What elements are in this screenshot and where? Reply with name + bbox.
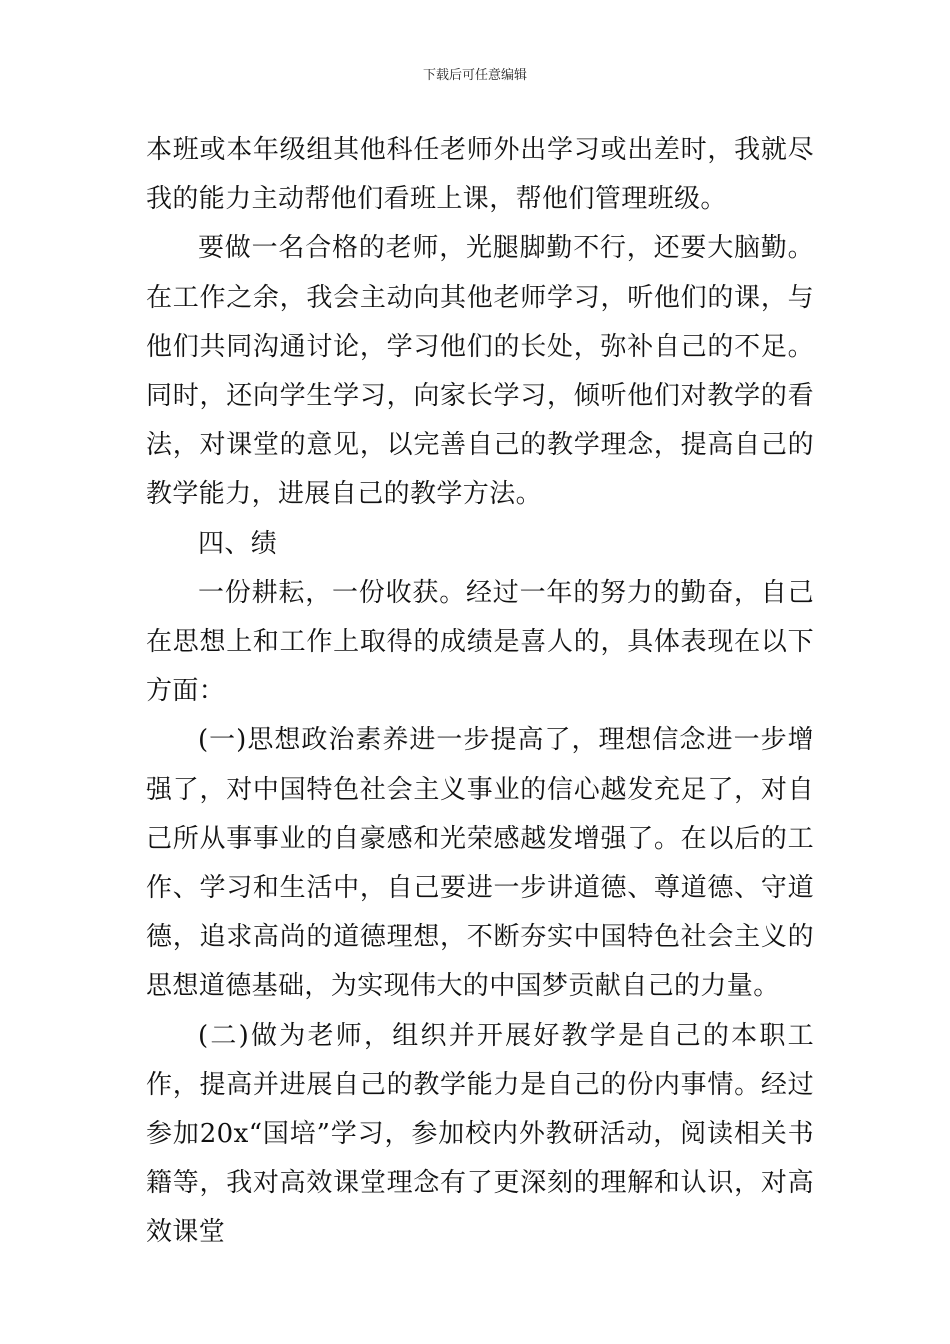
paragraph-2: 要做一名合格的老师，光腿脚勤不行，还要大脑勤。在工作之余，我会主动向其他老师学习，听他们的课，与他们共同沟通讨论，学习他们的长处，弥补自己的不足。同时，还向学生学习，向家长学习，倾听他们对教学的看法，对课堂的意见，以完善自己的教学理念，提高自己的教学能力，进展自己的教学方法。 (146, 233, 814, 510)
paragraph-4: (一)思想政治素养进一步提高了，理想信念进一步增强了，对中国特色社会主义事业的信心越发充足了，对自己所从事事业的自豪感和光荣感越发增强了。在以后的工作、学习和生活中，自己要进一步讲道德、尊道德、守道德，追求高尚的道德理想，不断夯实中国特色社会主义的思想道德基础，为实现伟大的中国梦贡献自己的力量。 (146, 725, 814, 1002)
paragraph-1: 本班或本年级组其他科任老师外出学习或出差时，我就尽我的能力主动帮他们看班上课，帮他们管理班级。 (146, 135, 814, 215)
document-body (146, 126, 814, 1258)
section-heading: 四、绩 (198, 528, 278, 559)
paragraph-5: (二)做为老师，组织并开展好教学是自己的本职工作，提高并进展自己的教学能力是自己的份内事情。经过参加20x“国培”学习，参加校内外教研活动，阅读相关书籍等，我对高效课堂理念有了更深刻的理解和认识，对高效课堂 (146, 1020, 814, 1248)
paragraph-3: 一份耕耘，一份收获。经过一年的努力的勤奋，自己在思想上和工作上取得的成绩是喜人的，具体表现在以下方面： (146, 577, 814, 707)
page-header-note: 下载后可任意编辑 (422, 68, 527, 83)
